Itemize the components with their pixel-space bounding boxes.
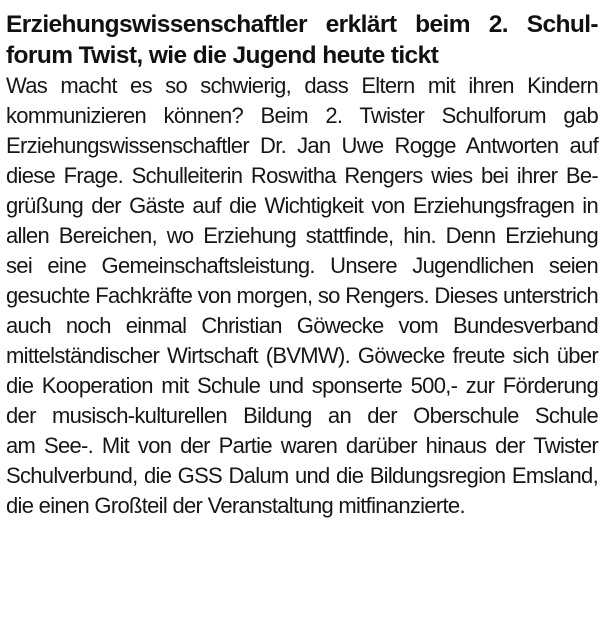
body-line: allen Bereichen, wo Erziehung stattfinde, hin. Denn Erziehung — [6, 223, 598, 248]
body-line: gesuchte Fachkräfte von morgen, so Rengers. Dieses unterstrich — [6, 283, 598, 308]
body-line: der musisch-kulturellen Bildung an der Oberschule Schule — [6, 403, 598, 428]
body-line: die Kooperation mit Schule und sponserte 500,- zur Förderung — [6, 373, 598, 398]
body-line: mittelständischer Wirtschaft (BVMW). Göwecke freute sich über — [6, 343, 598, 368]
body-line: diese Frage. Schulleiterin Roswitha Rengers wies bei ihrer Be- — [6, 163, 598, 188]
body-line: Was macht es so schwierig, dass Eltern mit ihren Kindern — [6, 73, 598, 98]
headline-line: Erziehungswissenschaftler erklärt beim 2. Schul- — [6, 11, 598, 38]
article-body — [6, 71, 598, 521]
headline-line: forum Twist, wie die Jugend heute tickt — [6, 41, 439, 69]
body-line: grüßung der Gäste auf die Wichtigkeit von Erziehungsfragen in — [6, 193, 598, 218]
body-line: kommunizieren können? Beim 2. Twister Schulforum gab — [6, 103, 598, 128]
body-line: sei eine Gemeinschaftsleistung. Unsere Jugendlichen seien — [6, 253, 598, 278]
body-line: Erziehungswissenschaftler Dr. Jan Uwe Rogge Antworten auf — [6, 133, 598, 158]
newspaper-article — [6, 10, 598, 521]
body-line: die einen Großteil der Veranstaltung mitfinanzierte. — [6, 493, 465, 518]
body-line: Schulverbund, die GSS Dalum und die Bildungsregion Emsland, — [6, 463, 598, 488]
body-line: am See-. Mit von der Partie waren darüber hinaus der Twister — [6, 433, 598, 458]
article-headline — [6, 10, 598, 71]
body-line: auch noch einmal Christian Göwecke vom Bundesverband — [6, 313, 598, 338]
